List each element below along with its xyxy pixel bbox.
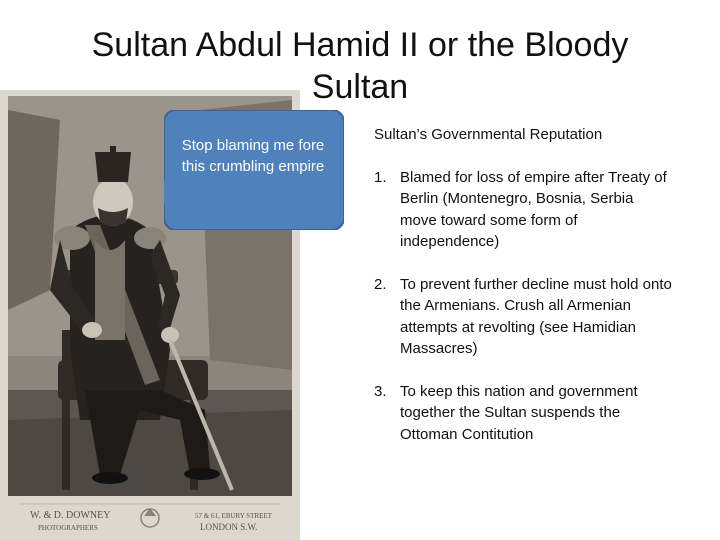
studio-address-line2: LONDON S.W. bbox=[200, 522, 258, 532]
reputation-list bbox=[374, 167, 674, 446]
list-item-number: 3. bbox=[374, 382, 387, 400]
content-heading: Sultan’s Governmental Reputation bbox=[374, 126, 603, 143]
list-item-text: Blamed for loss of empire after Treaty of Berlin (Montenegro, Bosnia, Serbia move toward some form of independence) bbox=[400, 168, 667, 250]
list-item-text: To keep this nation and government together the Sultan suspends the Ottoman Contitution bbox=[400, 382, 638, 443]
studio-name: W. & D. DOWNEY bbox=[30, 510, 111, 521]
list-item-number: 1. bbox=[374, 168, 387, 186]
studio-subtitle: PHOTOGRAPHERS bbox=[38, 524, 98, 532]
list-item bbox=[374, 381, 674, 446]
slide-title: Sultan Abdul Hamid II or the Bloody Sultan bbox=[91, 26, 629, 106]
studio-address-line1: 57 & 61, EBURY STREET bbox=[195, 512, 272, 520]
callout-text: Stop blaming me fore this crumbling empire bbox=[181, 137, 325, 175]
content-body bbox=[374, 124, 674, 466]
list-item-text: To prevent further decline must hold onto the Armenians. Crush all Armenian attempts at revolting (see Hamidian Massacres) bbox=[400, 275, 672, 357]
list-item-number: 2. bbox=[374, 275, 387, 293]
list-item bbox=[374, 274, 674, 360]
list-item bbox=[374, 167, 674, 253]
